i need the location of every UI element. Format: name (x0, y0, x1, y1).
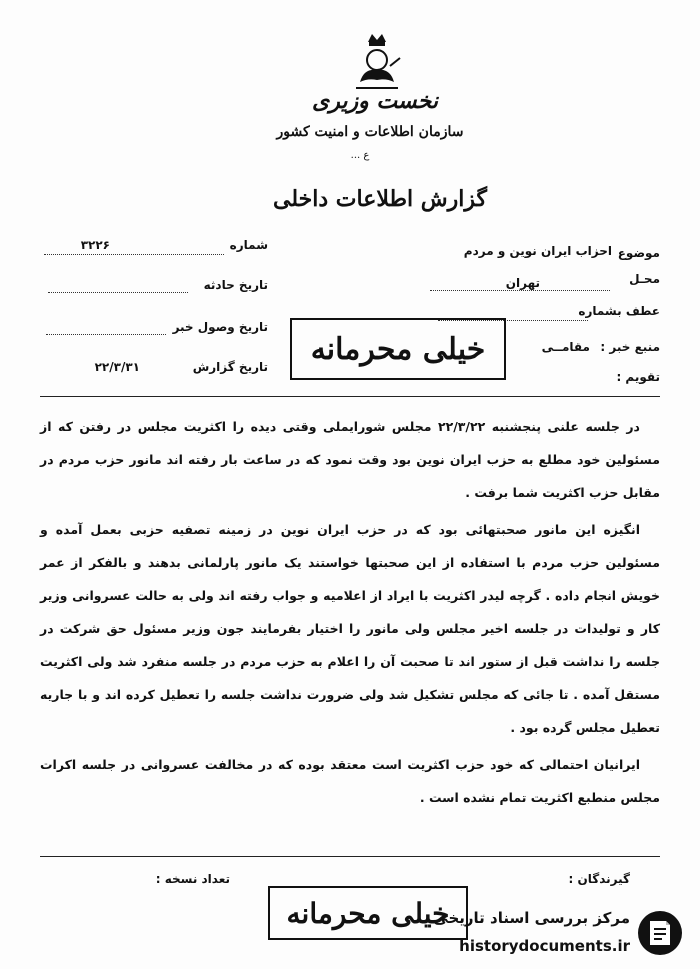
source-field (600, 340, 660, 354)
place-value: تهران (505, 276, 540, 290)
archive-logo-icon (636, 909, 684, 957)
report-date-value: ۲۲/۳/۳۱ (94, 360, 140, 374)
number-label: شماره (229, 238, 268, 252)
place-label: محـل (629, 272, 660, 286)
body-paragraph-3: ایرانیان احتمالی که خود حزب اکثریت است معتقد بوده که در مخالفت عسروانی در جلسه اکرات مجلس منطبع اکثریت تمام نشده است . (40, 757, 660, 805)
received-date-field (173, 320, 268, 334)
number-dotted-line (44, 254, 224, 255)
subject-value: احزاب ایران نوین و مردم (463, 244, 612, 258)
attach-field (578, 304, 660, 318)
event-date-label: تاریخ حادثه (203, 278, 268, 292)
org-subtitle: سازمان اطلاعات و امنیت کشور (276, 124, 464, 140)
place-field (629, 272, 660, 286)
confidential-stamp: خیلی محرمانه (290, 318, 506, 380)
subject-field (618, 246, 660, 260)
event-date-dotted-line (48, 292, 188, 293)
org-small-text: ع ... (350, 150, 370, 161)
evaluation-label: تقویم : (616, 370, 660, 384)
watermark (400, 905, 690, 963)
source-value: مقامــی (541, 340, 590, 354)
number-field (230, 238, 268, 252)
received-date-label: تاریخ وصول خبر (172, 320, 268, 334)
watermark-url: historydocuments.ir (459, 937, 630, 955)
body-paragraph-2: انگیزه این مانور صحبتهائی بود که در حزب ایران نوین در زمینه تصفیه حزبی بعمل آمده و مسئولین حزب مردم با استفاده از این صحبتها خواستند یک مانور پارلمانی بدهند و بالفکر از عمر خویش انجام داده . گرچه لیدر اکثریت با ایراد از اعلامیه و جواب رفته اند ولی به حالت عسروانی وزیر کار و تولیدات در جلسه اخیر مجلس ولی مانور را اختیار بفرمایند جون وزیر مسئول حق شرکت در جلسه را نداشت قبل از ستور اند تا صحبت آن را اعلام به حزب مردم در جلسه منفرد شد ولی اکثریت مستقل آمده . تا جائی که مجلس تشکیل شد ولی ضرورت نداشت جلسه را تعطیل کرده اند و با جاریه تعطیل مجلس گرده بود . (40, 522, 660, 735)
evaluation-field (616, 370, 660, 384)
subject-label: موضوع (617, 246, 660, 260)
org-title: نخست وزیری (312, 88, 438, 114)
copies-label: تعداد نسخه : (155, 872, 230, 886)
footer-divider (40, 856, 660, 857)
source-label: منبع خبر : (600, 340, 660, 354)
report-body (40, 410, 660, 818)
body-paragraph-1: در جلسه علنی پنجشنبه ۲۲/۳/۲۲ مجلس شورایملی وقتی دیده را اکثریت مجلس در رفتن که از مسئولین خود مطلع به حزب ایران نوین بود وقت نمود که در ساعت بار رفته اند مانور حزب مردم در مقابل حزب اکثریت شما برفت . (40, 419, 660, 500)
watermark-title: مرکز بررسی اسناد تاریخی (433, 909, 630, 927)
attach-label: عطف بشماره (578, 304, 660, 318)
header-divider (40, 396, 660, 397)
report-date-field (193, 360, 268, 374)
report-date-label: تاریخ گزارش (192, 360, 268, 374)
number-value: ۳۲۲۶ (80, 238, 110, 252)
report-title: گزارش اطلاعات داخلی (273, 186, 487, 212)
received-date-dotted-line (46, 334, 166, 335)
place-dotted-line (430, 290, 610, 291)
event-date-field (204, 278, 268, 292)
confidential-stamp-bottom: خیلی محرمانه (268, 886, 468, 940)
recipients-label: گیرندگان : (568, 872, 630, 886)
